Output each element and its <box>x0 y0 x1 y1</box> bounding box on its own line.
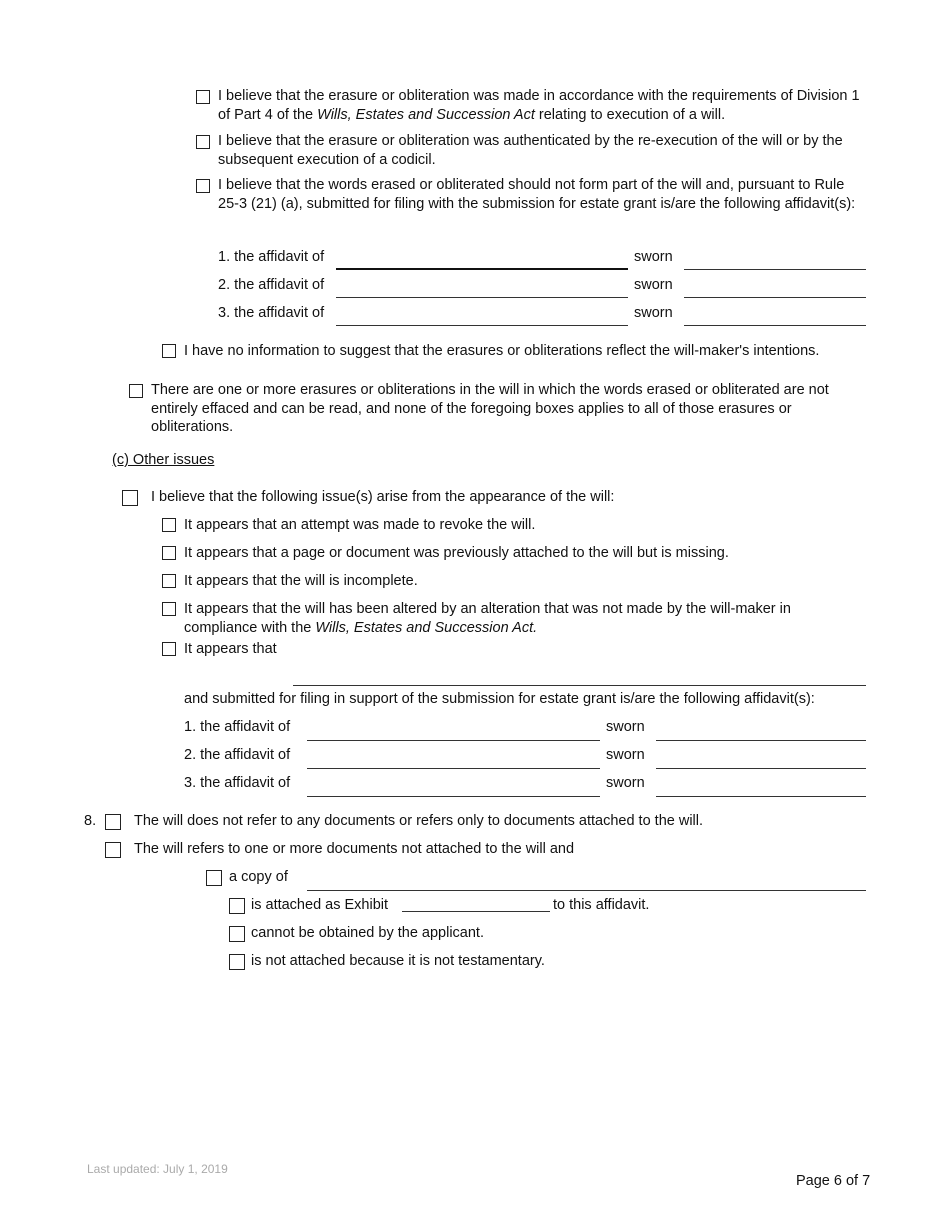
no-information-text: I have no information to suggest that the erasures or obliterations reflect the will-maker's intentions. <box>184 343 820 359</box>
exhibit-text: is attached as Exhibit <box>251 897 389 913</box>
affidavit-label: 2. the affidavit of <box>218 277 325 293</box>
affidavit-label: 2. the affidavit of <box>184 747 291 763</box>
incomplete-checkbox[interactable] <box>162 574 176 588</box>
revoke-text: It appears that an attempt was made to revoke the will. <box>184 517 536 533</box>
exhibit-text-end: to this affidavit. <box>553 897 650 913</box>
incomplete-text: It appears that the will is incomplete. <box>184 573 418 589</box>
affidavit-name-field[interactable] <box>307 768 600 769</box>
sworn-date-field[interactable] <box>656 796 866 797</box>
refers-text: The will refers to one or more documents not attached to the will and <box>134 841 575 857</box>
erasure-requirements-text: I believe that the erasure or obliteration was made in accordance with the requirements of Division 1 of Part 4 of the Wills, Estates and Succession Act relating to execution of a will. <box>218 88 860 123</box>
missing-page-checkbox[interactable] <box>162 546 176 560</box>
sworn-label: sworn <box>634 249 673 265</box>
cannot-obtain-text: cannot be obtained by the applicant. <box>251 925 484 941</box>
altered-text: It appears that the will has been altered by an alteration that was not made by the will-maker in compliance with the Wills, Estates and Succession Act. <box>184 601 791 636</box>
copy-of-text: a copy of <box>229 869 288 885</box>
erasure-not-part-checkbox[interactable] <box>196 179 210 193</box>
not-effaced-checkbox[interactable] <box>129 384 143 398</box>
copy-of-field[interactable] <box>307 890 866 891</box>
last-updated: Last updated: July 1, 2019 <box>87 1162 228 1176</box>
not-effaced-text: There are one or more erasures or obliterations in the will in which the words erased or obliterated are not entirely effaced and can be read, and none of the foregoing boxes applies to all of those erasures or obliterations. <box>151 382 829 435</box>
not-testamentary-text: is not attached because it is not testamentary. <box>251 953 545 969</box>
submitted-text: and submitted for filing in support of the submission for estate grant is/are the following affidavit(s): <box>184 691 815 707</box>
sworn-date-field[interactable] <box>684 325 866 326</box>
appears-that-checkbox[interactable] <box>162 642 176 656</box>
no-refer-text: The will does not refer to any documents or refers only to documents attached to the will. <box>134 813 704 829</box>
section-number: 8. <box>84 813 97 829</box>
appears-that-field[interactable] <box>293 685 866 686</box>
not-testamentary-checkbox[interactable] <box>229 954 245 970</box>
affidavit-label: 1. the affidavit of <box>218 249 325 265</box>
sworn-label: sworn <box>606 775 645 791</box>
missing-page-text: It appears that a page or document was previously attached to the will but is missing. <box>184 545 729 561</box>
no-information-checkbox[interactable] <box>162 344 176 358</box>
refers-checkbox[interactable] <box>105 842 121 858</box>
exhibit-field[interactable] <box>402 911 550 912</box>
affidavit-label: 1. the affidavit of <box>184 719 291 735</box>
issues-arise-checkbox[interactable] <box>122 490 138 506</box>
erasure-not-part-text: I believe that the words erased or obliterated should not form part of the will and, pursuant to Rule 25-3 (21) (a), submitted for filing with the submission for estate grant is/are the following affidavit(s): <box>218 177 856 212</box>
cannot-obtain-checkbox[interactable] <box>229 926 245 942</box>
appears-that-text: It appears that <box>184 641 277 657</box>
sworn-label: sworn <box>606 747 645 763</box>
sworn-label: sworn <box>606 719 645 735</box>
affidavit-name-field[interactable] <box>336 268 628 270</box>
erasure-requirements-checkbox[interactable] <box>196 90 210 104</box>
revoke-checkbox[interactable] <box>162 518 176 532</box>
page-number: Page 6 of 7 <box>796 1173 871 1189</box>
sworn-date-field[interactable] <box>656 740 866 741</box>
sworn-date-field[interactable] <box>684 269 866 270</box>
other-issues-heading: (c) Other issues <box>112 452 215 468</box>
affidavit-name-field[interactable] <box>307 796 600 797</box>
affidavit-name-field[interactable] <box>307 740 600 741</box>
issues-arise-text: I believe that the following issue(s) arise from the appearance of the will: <box>151 489 615 505</box>
affidavit-label: 3. the affidavit of <box>218 305 325 321</box>
affidavit-name-field[interactable] <box>336 325 628 326</box>
altered-checkbox[interactable] <box>162 602 176 616</box>
copy-of-checkbox[interactable] <box>206 870 222 886</box>
sworn-date-field[interactable] <box>656 768 866 769</box>
no-refer-checkbox[interactable] <box>105 814 121 830</box>
sworn-date-field[interactable] <box>684 297 866 298</box>
erasure-authenticated-text: I believe that the erasure or obliteration was authenticated by the re-execution of the will or by the subsequent execution of a codicil. <box>218 133 843 168</box>
erasure-authenticated-checkbox[interactable] <box>196 135 210 149</box>
affidavit-name-field[interactable] <box>336 297 628 298</box>
affidavit-label: 3. the affidavit of <box>184 775 291 791</box>
sworn-label: sworn <box>634 277 673 293</box>
exhibit-checkbox[interactable] <box>229 898 245 914</box>
sworn-label: sworn <box>634 305 673 321</box>
